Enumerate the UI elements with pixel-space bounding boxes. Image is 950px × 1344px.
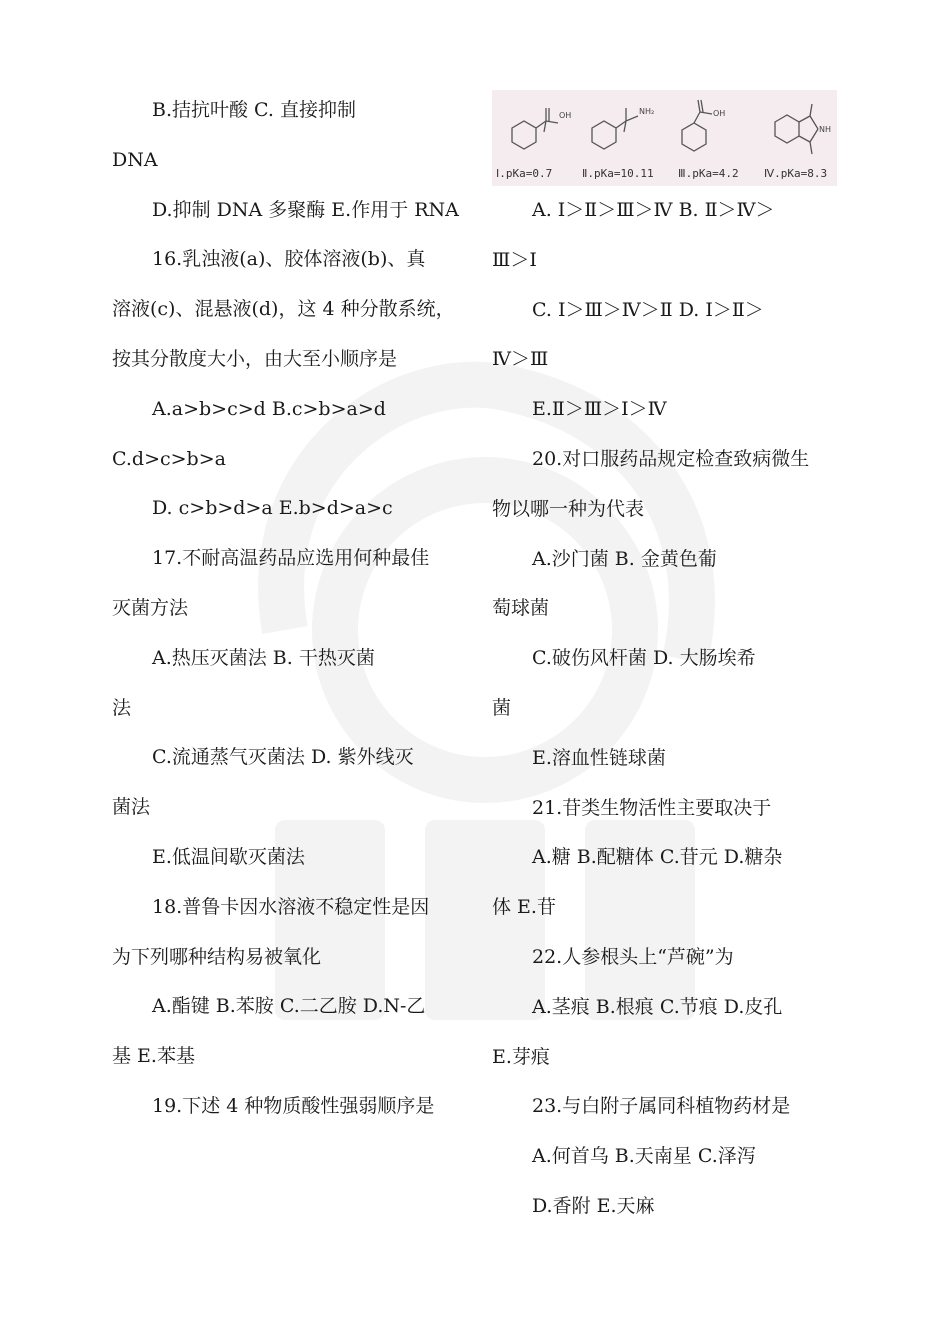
text-line: A.热压灭菌法 B. 干热灭菌 bbox=[152, 646, 375, 669]
text-line: A.糖 B.配糖体 C.苷元 D.糖杂 bbox=[532, 846, 783, 869]
pka-label: Ⅰ.pKa=0.7 bbox=[496, 167, 553, 180]
text-line: A.茎痕 B.根痕 C.节痕 D.皮孔 bbox=[532, 995, 783, 1018]
left-column bbox=[112, 86, 460, 1132]
text-line: 按其分散度大小，由大至小顺序是 bbox=[112, 347, 398, 370]
question-18-stem: 18.普鲁卡因水溶液不稳定性是因 bbox=[152, 895, 430, 918]
group-label: NH₂ bbox=[639, 107, 655, 116]
text-line: 基 E.苯基 bbox=[112, 1045, 195, 1068]
question-23-stem: 23.与白附子属同科植物药材是 bbox=[532, 1095, 791, 1118]
text-line: A. Ⅰ＞Ⅱ＞Ⅲ＞Ⅳ B. Ⅱ＞Ⅳ＞ bbox=[532, 199, 775, 221]
text-line: 菌法 bbox=[112, 796, 151, 819]
right-column bbox=[492, 86, 840, 1232]
pka-label: Ⅳ.pKa=8.3 bbox=[764, 167, 828, 180]
text-line: 菌 bbox=[492, 696, 512, 719]
text-line: DNA bbox=[112, 148, 158, 171]
text-line: 体 E.苷 bbox=[492, 896, 556, 919]
text-line: 灭菌方法 bbox=[112, 596, 189, 619]
pka-label: Ⅲ.pKa=4.2 bbox=[678, 167, 739, 180]
text-line: 为下列哪种结构易被氧化 bbox=[112, 945, 322, 968]
text-line: Ⅳ＞Ⅲ bbox=[492, 348, 549, 371]
text-line: E.溶血性链球菌 bbox=[532, 746, 666, 769]
text-line: D.抑制 DNA 多聚酶 E.作用于 RNA bbox=[152, 198, 459, 221]
text-line: 物以哪一种为代表 bbox=[492, 497, 645, 520]
text-line: E.芽痕 bbox=[492, 1045, 550, 1068]
text-line: C.流通蒸气灭菌法 D. 紫外线灭 bbox=[152, 746, 414, 769]
question-16-stem: 16.乳浊液(a)、胶体溶液(b)、真 bbox=[152, 248, 426, 271]
text-line: 溶液(c)、混悬液(d)，这 4 种分散系统， bbox=[112, 298, 455, 321]
chemical-structures-figure bbox=[492, 90, 837, 186]
question-19-stem: 19.下述 4 种物质酸性强弱顺序是 bbox=[152, 1094, 435, 1117]
text-line: B.拮抗叶酸 C. 直接抑制 bbox=[152, 99, 356, 121]
group-label: OH bbox=[559, 111, 572, 120]
text-line: C. Ⅰ＞Ⅲ＞Ⅳ＞Ⅱ D. Ⅰ＞Ⅱ＞ bbox=[532, 298, 764, 321]
text-line: C.破伤风杆菌 D. 大肠埃希 bbox=[532, 647, 756, 670]
pka-label: Ⅱ.pKa=10.11 bbox=[582, 167, 654, 180]
text-line: 法 bbox=[112, 696, 132, 719]
group-label: NH bbox=[819, 125, 831, 134]
text-line: 萄球菌 bbox=[492, 597, 550, 620]
text-line: A.沙门菌 B. 金黄色葡 bbox=[532, 547, 717, 570]
text-line: E.低温间歇灭菌法 bbox=[152, 845, 305, 868]
text-line: E.Ⅱ＞Ⅲ＞Ⅰ＞Ⅳ bbox=[532, 398, 667, 421]
question-22-stem: 22.人参根头上“芦碗”为 bbox=[532, 945, 734, 968]
text-line: A.酯键 B.苯胺 C.二乙胺 D.N-乙 bbox=[152, 995, 426, 1018]
question-21-stem: 21.苷类生物活性主要取决于 bbox=[532, 796, 772, 819]
text-line: A.a>b>c>d B.c>b>a>d bbox=[152, 397, 386, 420]
text-line: C.d>c>b>a bbox=[112, 447, 226, 470]
text-line: Ⅲ＞Ⅰ bbox=[492, 248, 537, 271]
text-line: A.何首乌 B.天南星 C.泽泻 bbox=[532, 1145, 756, 1168]
question-17-stem: 17.不耐高温药品应选用何种最佳 bbox=[152, 547, 430, 570]
text-line: D.香附 E.天麻 bbox=[532, 1194, 655, 1217]
text-line: D. c>b>d>a E.b>d>a>c bbox=[152, 497, 393, 520]
group-label: OH bbox=[713, 109, 726, 118]
question-20-stem: 20.对口服药品规定检查致病微生 bbox=[532, 447, 810, 470]
